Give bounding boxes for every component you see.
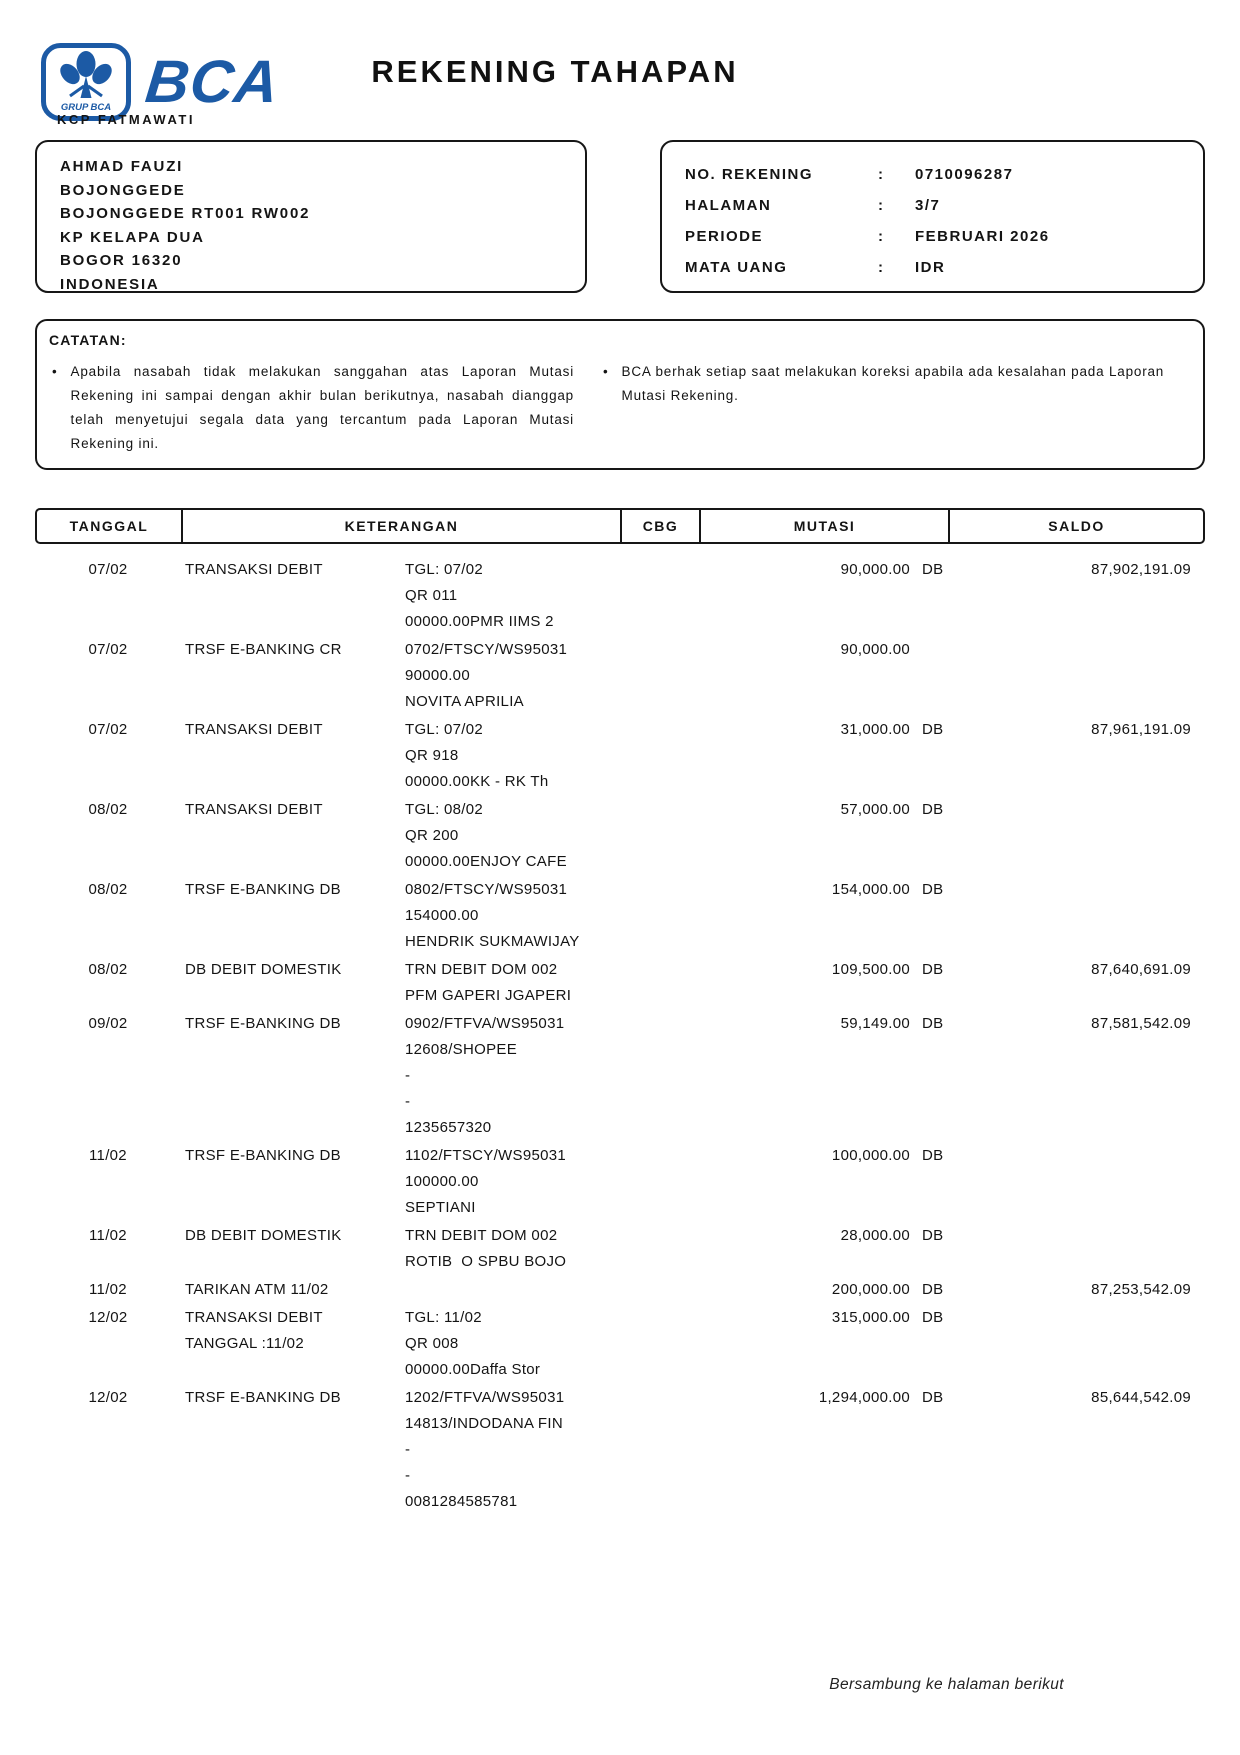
text-line: QR 200 bbox=[405, 827, 459, 844]
row-mutasi-amount: 31,000.00 bbox=[840, 721, 910, 738]
row-mutasi-amount: 100,000.00 bbox=[831, 1147, 910, 1164]
row-date: 07/02 bbox=[88, 561, 128, 578]
page-header bbox=[0, 0, 1240, 140]
row-detail bbox=[405, 1223, 701, 1275]
row-detail bbox=[405, 957, 701, 1009]
col-header-tanggal: TANGGAL bbox=[37, 510, 183, 542]
row-mutasi-amount: 90,000.00 bbox=[840, 561, 910, 578]
row-mutasi-flag: DB bbox=[922, 801, 944, 818]
row-type bbox=[181, 557, 405, 583]
text-line: TRSF E-BANKING DB bbox=[185, 1389, 341, 1406]
text-line: 1102/FTSCY/WS95031 bbox=[405, 1147, 567, 1164]
branch-name: KCP FATMAWATI bbox=[57, 112, 195, 127]
text-line: 00000.00PMR IIMS 2 bbox=[405, 613, 554, 630]
text-line: TGL: 11/02 bbox=[405, 1309, 482, 1326]
account-info-label: PERIODE bbox=[685, 228, 764, 245]
row-mutasi-amount: 200,000.00 bbox=[831, 1281, 910, 1298]
row-mutasi-flag: DB bbox=[922, 561, 944, 578]
text-line: 154000.00 bbox=[405, 907, 479, 924]
row-mutasi-amount: 315,000.00 bbox=[831, 1309, 910, 1326]
transaction-row bbox=[35, 557, 1205, 635]
transaction-row bbox=[35, 877, 1205, 955]
account-info-value: FEBRUARI 2026 bbox=[915, 228, 1050, 245]
row-detail bbox=[405, 637, 701, 715]
text-line: TARIKAN ATM 11/02 bbox=[185, 1281, 329, 1298]
row-mutasi-flag: DB bbox=[922, 961, 944, 978]
account-info-box bbox=[660, 140, 1205, 293]
row-date: 07/02 bbox=[88, 641, 128, 658]
table-header bbox=[35, 508, 1205, 544]
transaction-row bbox=[35, 957, 1205, 1009]
text-line: QR 011 bbox=[405, 587, 458, 604]
row-mutasi-amount: 59,149.00 bbox=[840, 1015, 910, 1032]
row-mutasi-flag: DB bbox=[922, 1281, 944, 1298]
account-info-separator: : bbox=[878, 259, 885, 276]
row-detail bbox=[405, 1011, 701, 1141]
row-date: 09/02 bbox=[88, 1015, 128, 1032]
text-line: 1235657320 bbox=[405, 1119, 492, 1136]
notes-list bbox=[49, 360, 1187, 456]
text-line: ROTIB O SPBU BOJO bbox=[405, 1253, 567, 1270]
text-line: TGL: 07/02 bbox=[405, 721, 484, 738]
text-line: 0702/FTSCY/WS95031 bbox=[405, 641, 568, 658]
text-line: DB DEBIT DOMESTIK bbox=[185, 1227, 342, 1244]
account-info-value: 0710096287 bbox=[915, 166, 1014, 183]
account-info-value: IDR bbox=[915, 259, 946, 276]
transaction-row bbox=[35, 1011, 1205, 1141]
text-line: NOVITA APRILIA bbox=[405, 693, 524, 710]
note-item bbox=[600, 360, 1187, 456]
row-detail bbox=[405, 1143, 701, 1221]
row-mutasi-flag: DB bbox=[922, 1309, 944, 1326]
bullet-icon: • bbox=[603, 364, 609, 379]
transaction-row bbox=[35, 1305, 1205, 1383]
row-type bbox=[181, 877, 405, 903]
bca-wordmark: BCA bbox=[142, 48, 283, 115]
text-line: QR 008 bbox=[405, 1335, 459, 1352]
text-line: - bbox=[405, 1067, 411, 1084]
text-line: - bbox=[405, 1441, 411, 1458]
transaction-row bbox=[35, 717, 1205, 795]
text-line: TGL: 07/02 bbox=[405, 561, 484, 578]
emblem-caption: GRUP BCA bbox=[60, 102, 112, 113]
row-date: 12/02 bbox=[88, 1309, 128, 1326]
row-detail bbox=[405, 877, 701, 955]
row-date: 08/02 bbox=[88, 961, 128, 978]
account-info-separator: : bbox=[878, 197, 885, 214]
text-line: TRN DEBIT DOM 002 bbox=[405, 961, 558, 978]
col-header-cbg: CBG bbox=[622, 510, 701, 542]
document-title: REKENING TAHAPAN bbox=[371, 54, 739, 89]
text-line: TRSF E-BANKING CR bbox=[185, 641, 342, 658]
row-type bbox=[181, 1143, 405, 1169]
text-line: AHMAD FAUZI bbox=[60, 158, 184, 175]
continuation-note: Bersambung ke halaman berikut bbox=[829, 1676, 1064, 1693]
row-date: 11/02 bbox=[89, 1227, 127, 1244]
text-line: 00000.00KK - RK Th bbox=[405, 773, 549, 790]
notes-heading: CATATAN: bbox=[49, 332, 127, 348]
row-mutasi-flag: DB bbox=[922, 1227, 944, 1244]
text-line: 0802/FTSCY/WS95031 bbox=[405, 881, 568, 898]
text-line: PFM GAPERI JGAPERI bbox=[405, 987, 572, 1004]
row-type bbox=[181, 717, 405, 743]
row-type bbox=[181, 957, 405, 983]
text-line: TANGGAL :11/02 bbox=[185, 1335, 304, 1352]
row-mutasi-flag: DB bbox=[922, 1147, 944, 1164]
text-line: QR 918 bbox=[405, 747, 459, 764]
text-line: 90000.00 bbox=[405, 667, 470, 684]
row-type bbox=[181, 637, 405, 663]
row-mutasi-amount: 90,000.00 bbox=[840, 641, 910, 658]
text-line: INDONESIA bbox=[60, 275, 160, 293]
customer-address-box bbox=[35, 140, 587, 293]
note-item bbox=[49, 360, 574, 456]
text-line: TRANSAKSI DEBIT bbox=[185, 801, 323, 818]
row-mutasi-flag: DB bbox=[922, 881, 944, 898]
row-detail bbox=[405, 1385, 701, 1515]
account-info-row bbox=[685, 159, 1193, 190]
row-mutasi-flag: DB bbox=[922, 1015, 944, 1032]
note-text: BCA berhak setiap saat melakukan koreksi apabila ada kesalahan pada Laporan Mutasi Rekening. bbox=[621, 364, 1165, 403]
text-line: BOGOR 16320 bbox=[60, 252, 183, 269]
row-saldo: 85,644,542.09 bbox=[1091, 1389, 1191, 1406]
transactions-body bbox=[35, 557, 1205, 1515]
row-date: 11/02 bbox=[89, 1147, 127, 1164]
row-mutasi-amount: 57,000.00 bbox=[840, 801, 910, 818]
text-line: TRN DEBIT DOM 002 bbox=[405, 1227, 558, 1244]
text-line: TRANSAKSI DEBIT bbox=[185, 561, 323, 578]
row-saldo: 87,961,191.09 bbox=[1091, 721, 1191, 738]
text-line: - bbox=[405, 1093, 411, 1110]
text-line: TRANSAKSI DEBIT bbox=[185, 721, 323, 738]
text-line: TRANSAKSI DEBIT bbox=[185, 1309, 323, 1326]
transaction-row bbox=[35, 1385, 1205, 1515]
transaction-row bbox=[35, 1143, 1205, 1221]
account-info-label: MATA UANG bbox=[685, 259, 788, 276]
text-line: 00000.00ENJOY CAFE bbox=[405, 853, 567, 870]
text-line: 1202/FTFVA/WS95031 bbox=[405, 1389, 565, 1406]
row-date: 08/02 bbox=[88, 801, 128, 818]
text-line: TRSF E-BANKING DB bbox=[185, 1147, 341, 1164]
text-line: HENDRIK SUKMAWIJAY bbox=[405, 933, 580, 950]
text-line: DB DEBIT DOMESTIK bbox=[185, 961, 342, 978]
col-header-keterangan: KETERANGAN bbox=[183, 510, 622, 542]
row-mutasi-amount: 109,500.00 bbox=[831, 961, 910, 978]
text-line: KP KELAPA DUA bbox=[60, 228, 205, 246]
row-type bbox=[181, 797, 405, 823]
text-line: TRSF E-BANKING DB bbox=[185, 881, 341, 898]
row-mutasi-flag: DB bbox=[922, 721, 944, 738]
text-line: TGL: 08/02 bbox=[405, 801, 484, 818]
row-saldo: 87,902,191.09 bbox=[1091, 561, 1191, 578]
row-date: 12/02 bbox=[88, 1389, 128, 1406]
text-line: SEPTIANI bbox=[405, 1199, 476, 1216]
note-text: Apabila nasabah tidak melakukan sanggahan atas Laporan Mutasi Rekening ini sampai dengan akhir bulan berikutnya, nasabah dianggap telah menyetujui segala data yang tercantum pada Laporan Mutasi Rekening ini. bbox=[70, 364, 574, 451]
row-type bbox=[181, 1305, 405, 1357]
account-info-separator: : bbox=[878, 228, 885, 245]
text-line: BOJONGGEDE RT001 RW002 bbox=[60, 205, 311, 222]
transaction-row bbox=[35, 797, 1205, 875]
row-date: 11/02 bbox=[89, 1281, 127, 1298]
info-boxes bbox=[35, 140, 1205, 293]
text-line: 100000.00 bbox=[405, 1173, 479, 1190]
row-mutasi-amount: 1,294,000.00 bbox=[818, 1389, 910, 1406]
row-saldo: 87,253,542.09 bbox=[1091, 1281, 1191, 1298]
col-header-mutasi: MUTASI bbox=[701, 510, 950, 542]
transaction-row bbox=[35, 1223, 1205, 1275]
row-saldo: 87,581,542.09 bbox=[1091, 1015, 1191, 1032]
text-line: 0081284585781 bbox=[405, 1493, 518, 1510]
text-line: BOJONGGEDE bbox=[60, 181, 186, 199]
account-info-label: NO. REKENING bbox=[685, 166, 814, 183]
row-type bbox=[181, 1011, 405, 1037]
account-info-row bbox=[685, 221, 1193, 252]
account-info-row bbox=[685, 190, 1193, 221]
text-line: 00000.00Daffa Stor bbox=[405, 1361, 541, 1378]
transaction-row bbox=[35, 1277, 1205, 1303]
row-type bbox=[181, 1385, 405, 1411]
row-mutasi-flag: DB bbox=[922, 1389, 944, 1406]
account-info-row bbox=[685, 252, 1193, 283]
row-saldo: 87,640,691.09 bbox=[1091, 961, 1191, 978]
row-mutasi-amount: 28,000.00 bbox=[840, 1227, 910, 1244]
text-line: - bbox=[405, 1467, 411, 1484]
text-line: 0902/FTFVA/WS95031 bbox=[405, 1015, 565, 1032]
account-info-value: 3/7 bbox=[915, 197, 941, 214]
row-date: 07/02 bbox=[88, 721, 128, 738]
account-info-label: HALAMAN bbox=[685, 197, 772, 214]
bullet-icon: • bbox=[52, 364, 58, 379]
transaction-row bbox=[35, 637, 1205, 715]
notes-box bbox=[35, 319, 1205, 470]
row-date: 08/02 bbox=[88, 881, 128, 898]
text-line: TRSF E-BANKING DB bbox=[185, 1015, 341, 1032]
row-mutasi-amount: 154,000.00 bbox=[831, 881, 910, 898]
text-line: 14813/INDODANA FIN bbox=[405, 1415, 563, 1432]
row-type bbox=[181, 1277, 405, 1303]
row-detail bbox=[405, 557, 701, 635]
account-info-separator: : bbox=[878, 166, 885, 183]
text-line: 12608/SHOPEE bbox=[405, 1041, 517, 1058]
row-detail bbox=[405, 797, 701, 875]
row-type bbox=[181, 1223, 405, 1249]
col-header-saldo: SALDO bbox=[1048, 518, 1105, 534]
row-detail bbox=[405, 1305, 701, 1383]
row-detail bbox=[405, 717, 701, 795]
